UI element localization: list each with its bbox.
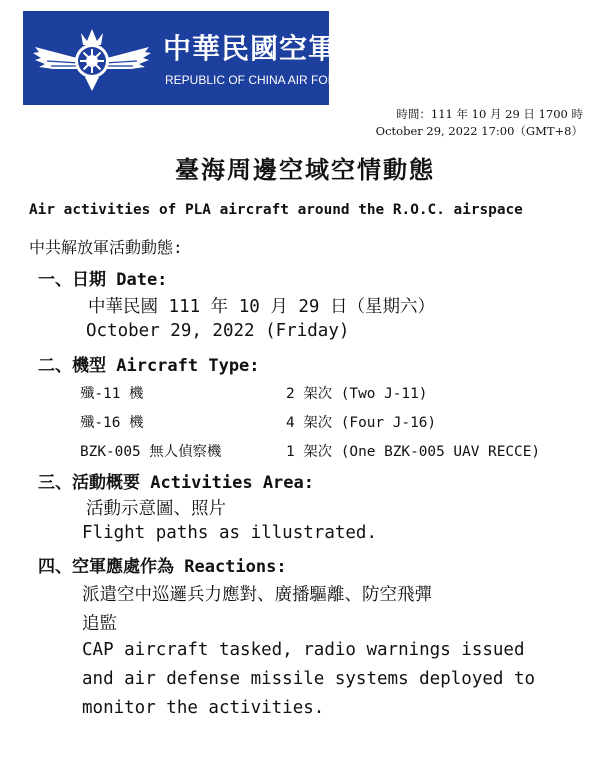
reactions-zh-line: 追監 — [82, 614, 117, 634]
reactions-en-line: CAP aircraft tasked, radio warnings issued — [82, 640, 525, 660]
aircraft-type: 殲-16 機 — [80, 415, 144, 431]
timestamp-en: October 29, 2022 17:00（GMT+8） — [375, 124, 583, 138]
aircraft-count: 4 架次 (Four J-16) — [286, 415, 437, 431]
aircraft-type: 殲-11 機 — [80, 386, 144, 402]
section-aircraft-heading: 二、機型 Aircraft Type: — [38, 356, 260, 376]
page-title-en: Air activities of PLA aircraft around the R.O.C. airspace — [29, 202, 523, 218]
timestamp-zh: 時間：111 年 10 月 29 日 1700 時 — [396, 107, 583, 121]
section-reactions-heading: 四、空軍應處作為 Reactions: — [38, 557, 287, 577]
winged-roundel-emblem-icon — [31, 19, 153, 97]
logo-title-zh: 中華民國空軍 — [163, 32, 338, 65]
aircraft-count: 2 架次 (Two J-11) — [286, 386, 428, 402]
date-zh: 中華民國 111 年 10 月 29 日（星期六） — [88, 297, 435, 317]
aircraft-type: BZK-005 無人偵察機 — [80, 444, 222, 460]
intro-text: 中共解放軍活動動態: — [29, 238, 183, 257]
section-area-heading: 三、活動概要 Activities Area: — [38, 473, 314, 493]
timestamp-block — [376, 106, 583, 140]
page-title-zh: 臺海周邊空域空情動態 — [175, 155, 435, 184]
reactions-en-line: monitor the activities. — [82, 698, 325, 718]
section-date-heading: 一、日期 Date: — [38, 270, 168, 290]
reactions-en-line: and air defense missile systems deployed to — [82, 669, 536, 689]
air-force-logo — [23, 11, 354, 105]
area-zh: 活動示意圖、照片 — [86, 499, 226, 519]
reactions-zh-line: 派遣空中巡邏兵力應對、廣播驅離、防空飛彈 — [82, 585, 432, 605]
area-en: Flight paths as illustrated. — [82, 523, 378, 543]
date-en: October 29, 2022 (Friday) — [86, 321, 350, 341]
aircraft-count: 1 架次 (One BZK-005 UAV RECCE) — [286, 444, 541, 460]
logo-title-en: REPUBLIC OF CHINA AIR FORCE — [165, 73, 354, 87]
